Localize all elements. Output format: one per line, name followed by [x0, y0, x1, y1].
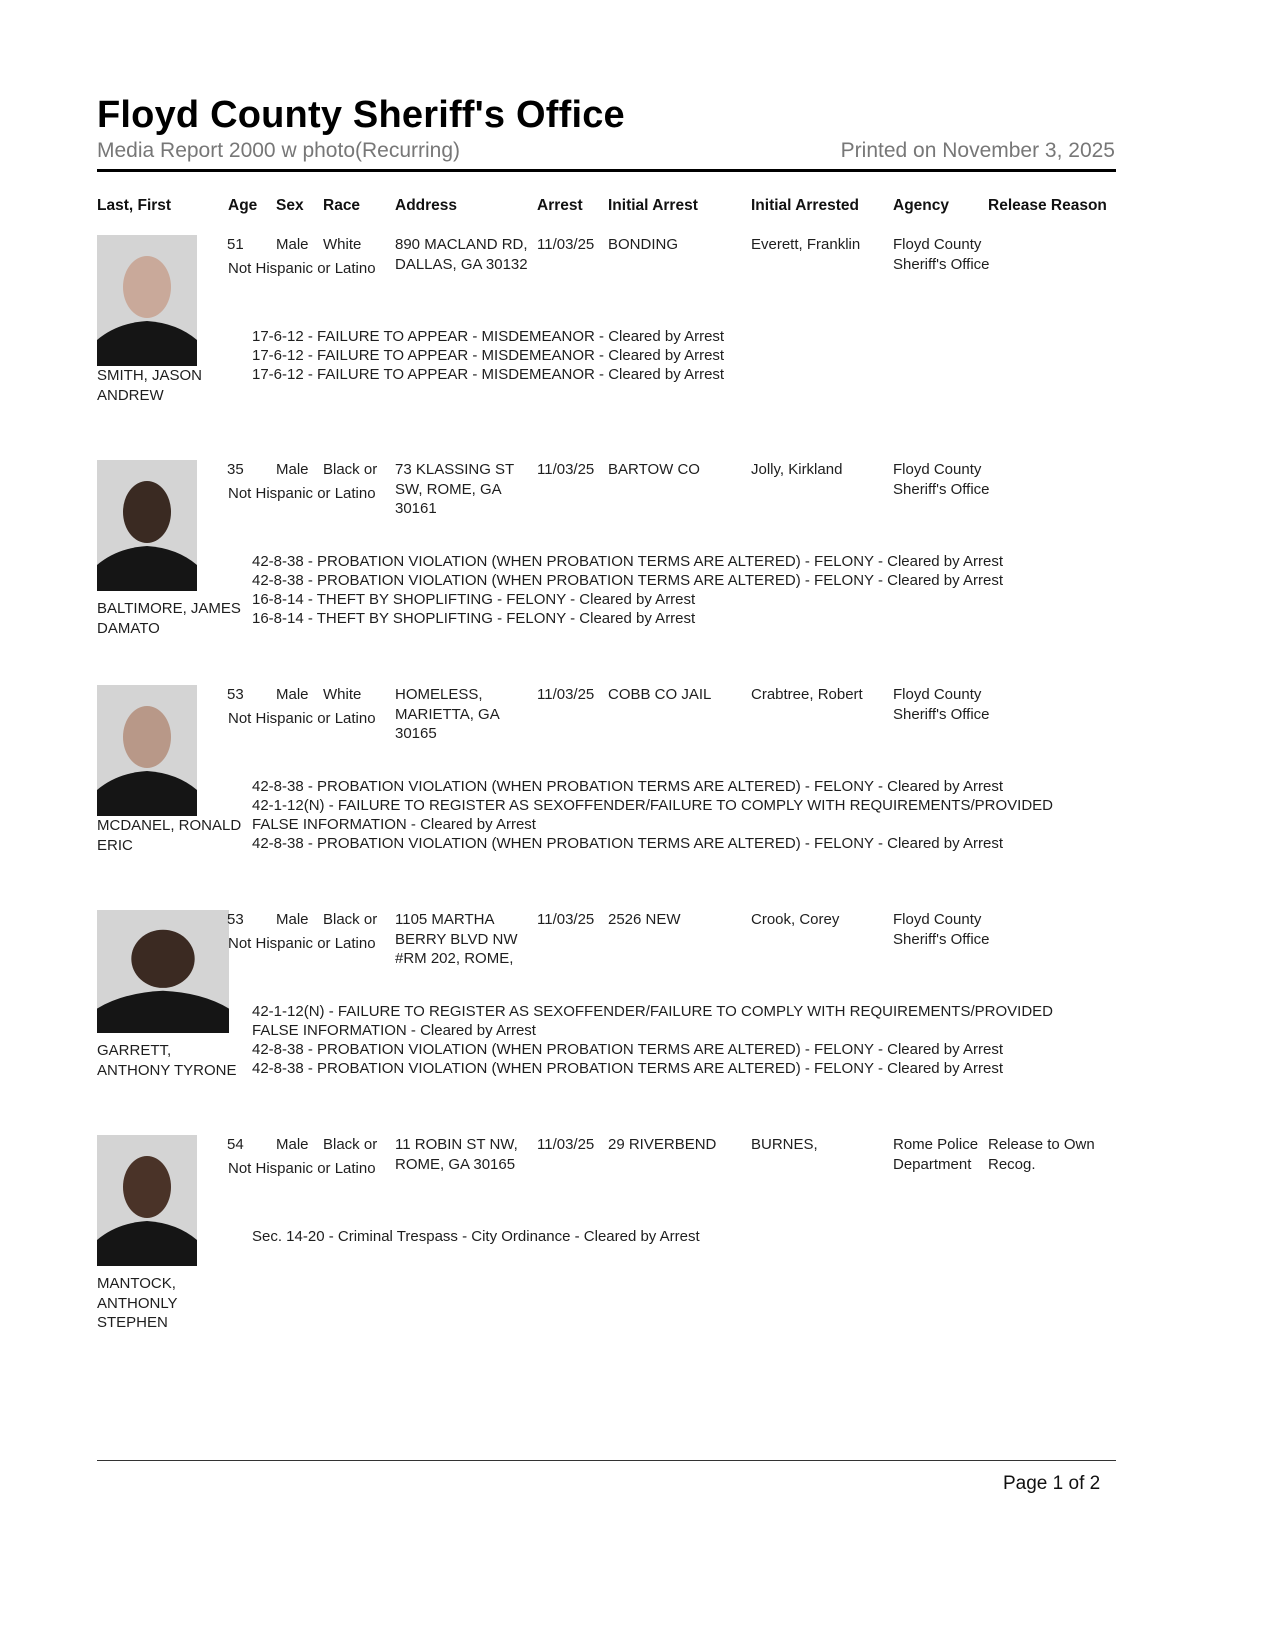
person-name-line: SMITH, JASON: [97, 367, 203, 384]
address: [395, 910, 518, 969]
race-line: Black or: [323, 1136, 378, 1153]
ethnicity: Not Hispanic or Latino: [228, 710, 376, 727]
age: 53: [227, 911, 244, 928]
col-header-sex: Sex: [276, 197, 304, 214]
col-header-age: Age: [228, 197, 258, 214]
agency: [893, 1135, 978, 1174]
initial-arrested: Crook, Corey: [751, 911, 840, 928]
header-divider: [97, 169, 1116, 172]
address-line: 30165: [395, 725, 437, 742]
person-name-line: ANTHONY TYRONE: [97, 1061, 237, 1079]
initial-arrest: 2526 NEW: [608, 911, 681, 928]
initial-arrested: Jolly, Kirkland: [751, 461, 843, 478]
charges-list-line: 42-8-38 - PROBATION VIOLATION (WHEN PROBATION TERMS ARE ALTERED) - FELONY - Cleared by Arrest: [252, 553, 1003, 570]
ethnicity: Not Hispanic or Latino: [228, 935, 376, 952]
agency: [893, 910, 990, 949]
agency: [893, 460, 990, 499]
charges-list-line: 42-8-38 - PROBATION VIOLATION (WHEN PROBATION TERMS ARE ALTERED) - FELONY - Cleared by Arrest: [252, 835, 1003, 852]
arrest-date: 11/03/25: [537, 1136, 595, 1153]
col-header-initial-arrest: Initial Arrest: [608, 197, 698, 214]
charges-list-line: FALSE INFORMATION - Cleared by Arrest: [252, 1022, 536, 1039]
mugshot-photo: [97, 910, 229, 1033]
initial-arrested: Crabtree, Robert: [751, 686, 863, 703]
release-reason-line: Release to Own: [988, 1136, 1095, 1153]
charges-list-line: 17-6-12 - FAILURE TO APPEAR - MISDEMEANOR - Cleared by Arrest: [252, 347, 725, 364]
initial-arrested: Everett, Franklin: [751, 236, 861, 253]
race-line: White: [323, 686, 362, 703]
printed-date: Printed on November 3, 2025: [840, 139, 1115, 162]
person-name-line: ANTHONLY: [97, 1294, 178, 1312]
ethnicity: Not Hispanic or Latino: [228, 485, 376, 502]
col-header-race: Race: [323, 197, 361, 214]
race: [323, 460, 377, 480]
race: [323, 685, 361, 705]
address-line: 890 MACLAND RD,: [395, 236, 528, 253]
ethnicity: Not Hispanic or Latino: [228, 1160, 376, 1177]
arrest-record: [0, 910, 1265, 1135]
person-name-line: MANTOCK,: [97, 1275, 176, 1292]
charges-list-line: 16-8-14 - THEFT BY SHOPLIFTING - FELONY - Cleared by Arrest: [252, 610, 696, 627]
mugshot-photo: [97, 235, 197, 366]
sex: Male: [276, 236, 309, 253]
address-line: 73 KLASSING ST: [395, 461, 515, 478]
race: [323, 910, 377, 930]
agency-line: Sheriff's Office: [893, 255, 990, 273]
person-name: [97, 1041, 236, 1080]
age: 53: [227, 686, 244, 703]
person-name: [97, 1274, 178, 1333]
agency-line: Department: [893, 1155, 972, 1173]
agency: [893, 235, 990, 274]
race: [323, 1135, 377, 1155]
address-line: HOMELESS,: [395, 686, 483, 703]
charges-list: [252, 777, 1053, 853]
address-line: ROME, GA 30165: [395, 1155, 516, 1173]
race-line: Black or: [323, 461, 378, 478]
report-title: Floyd County Sheriff's Office: [97, 94, 625, 136]
release-reason: [988, 1135, 1095, 1174]
report-subtitle: Media Report 2000 w photo(Recurring): [97, 139, 461, 162]
agency-line: Sheriff's Office: [893, 705, 990, 723]
agency-line: Rome Police: [893, 1136, 979, 1153]
initial-arrest: 29 RIVERBEND: [608, 1136, 717, 1153]
address-line: 30161: [395, 500, 437, 517]
person-name-line: GARRETT,: [97, 1042, 172, 1059]
address-line: MARIETTA, GA: [395, 705, 500, 723]
address-line: BERRY BLVD NW: [395, 930, 518, 948]
col-header-initial-arrested: Initial Arrested: [751, 197, 859, 214]
age: 51: [227, 236, 244, 253]
ethnicity: Not Hispanic or Latino: [228, 260, 376, 277]
address-line: DALLAS, GA 30132: [395, 255, 528, 273]
col-header-arrest: Arrest: [537, 197, 583, 214]
arrest-record: [0, 685, 1265, 910]
charges-list-line: Sec. 14-20 - Criminal Trespass - City Ordinance - Cleared by Arrest: [252, 1228, 700, 1245]
sex: Male: [276, 911, 309, 928]
charges-list-line: 42-8-38 - PROBATION VIOLATION (WHEN PROBATION TERMS ARE ALTERED) - FELONY - Cleared by Arrest: [252, 778, 1003, 795]
person-name-line: ANDREW: [97, 386, 164, 404]
race: [323, 235, 361, 255]
charges-list-line: 16-8-14 - THEFT BY SHOPLIFTING - FELONY - Cleared by Arrest: [252, 591, 696, 608]
initial-arrest: COBB CO JAIL: [608, 686, 712, 703]
col-header-address: Address: [395, 197, 458, 214]
agency-line: Floyd County: [893, 686, 982, 703]
address-line: #RM 202, ROME,: [395, 950, 514, 967]
agency-line: Floyd County: [893, 236, 982, 253]
person-name: [97, 816, 241, 855]
charges-list-line: 42-8-38 - PROBATION VIOLATION (WHEN PROBATION TERMS ARE ALTERED) - FELONY - Cleared by Arrest: [252, 1041, 1003, 1058]
age: 35: [227, 461, 244, 478]
person-name-line: DAMATO: [97, 619, 160, 637]
charges-list-line: 17-6-12 - FAILURE TO APPEAR - MISDEMEANOR - Cleared by Arrest: [252, 366, 725, 383]
agency-line: Sheriff's Office: [893, 480, 990, 498]
arrest-date: 11/03/25: [537, 461, 595, 478]
arrest-record: [0, 235, 1265, 460]
address-line: 1105 MARTHA: [395, 911, 495, 928]
charges-list-line: 42-8-38 - PROBATION VIOLATION (WHEN PROBATION TERMS ARE ALTERED) - FELONY - Cleared by Arrest: [252, 572, 1003, 589]
initial-arrested: BURNES,: [751, 1136, 818, 1153]
address: [395, 460, 514, 519]
person-name-line: ERIC: [97, 836, 133, 854]
address-line: SW, ROME, GA: [395, 480, 502, 498]
sex: Male: [276, 1136, 309, 1153]
mugshot-photo: [97, 460, 197, 591]
initial-arrest: BONDING: [608, 236, 679, 253]
person-name: [97, 599, 241, 638]
address-line: 11 ROBIN ST NW,: [395, 1136, 518, 1153]
person-name: [97, 366, 202, 405]
col-header-name: Last, First: [97, 197, 172, 214]
charges-list: [252, 327, 724, 384]
arrest-date: 11/03/25: [537, 686, 595, 703]
person-name-line: MCDANEL, RONALD: [97, 817, 242, 834]
charges-list: [252, 1227, 700, 1246]
initial-arrest: BARTOW CO: [608, 461, 700, 478]
arrest-date: 11/03/25: [537, 236, 595, 253]
person-name-line: BALTIMORE, JAMES: [97, 600, 241, 617]
charges-list: [252, 552, 1003, 628]
agency-line: Floyd County: [893, 461, 982, 478]
arrest-date: 11/03/25: [537, 911, 595, 928]
mugshot-photo: [97, 1135, 197, 1266]
address: [395, 685, 500, 744]
sex: Male: [276, 461, 309, 478]
arrest-record: [0, 1135, 1265, 1360]
race-line: White: [323, 236, 362, 253]
col-header-release-reason: Release Reason: [988, 197, 1107, 214]
release-reason-line: Recog.: [988, 1155, 1036, 1173]
age: 54: [227, 1136, 244, 1153]
person-name-line: STEPHEN: [97, 1314, 168, 1331]
arrest-record: [0, 460, 1265, 685]
agency-line: Sheriff's Office: [893, 930, 990, 948]
mugshot-photo: [97, 685, 197, 816]
page-number: Page 1 of 2: [1003, 1473, 1101, 1494]
charges-list: [252, 1002, 1053, 1078]
agency: [893, 685, 990, 724]
charges-list-line: 17-6-12 - FAILURE TO APPEAR - MISDEMEANOR - Cleared by Arrest: [252, 328, 725, 345]
charges-list-line: 42-1-12(N) - FAILURE TO REGISTER AS SEXOFFENDER/FAILURE TO COMPLY WITH REQUIREMENTS/PROVIDED: [252, 1003, 1053, 1020]
address: [395, 1135, 518, 1174]
charges-list-line: 42-8-38 - PROBATION VIOLATION (WHEN PROBATION TERMS ARE ALTERED) - FELONY - Cleared by Arrest: [252, 1060, 1003, 1077]
race-line: Black or: [323, 911, 378, 928]
address: [395, 235, 528, 274]
footer-divider: [97, 1460, 1116, 1461]
charges-list-line: FALSE INFORMATION - Cleared by Arrest: [252, 816, 536, 833]
agency-line: Floyd County: [893, 911, 982, 928]
sex: Male: [276, 686, 309, 703]
charges-list-line: 42-1-12(N) - FAILURE TO REGISTER AS SEXOFFENDER/FAILURE TO COMPLY WITH REQUIREMENTS/PROVIDED: [252, 797, 1053, 814]
col-header-agency: Agency: [893, 197, 949, 214]
